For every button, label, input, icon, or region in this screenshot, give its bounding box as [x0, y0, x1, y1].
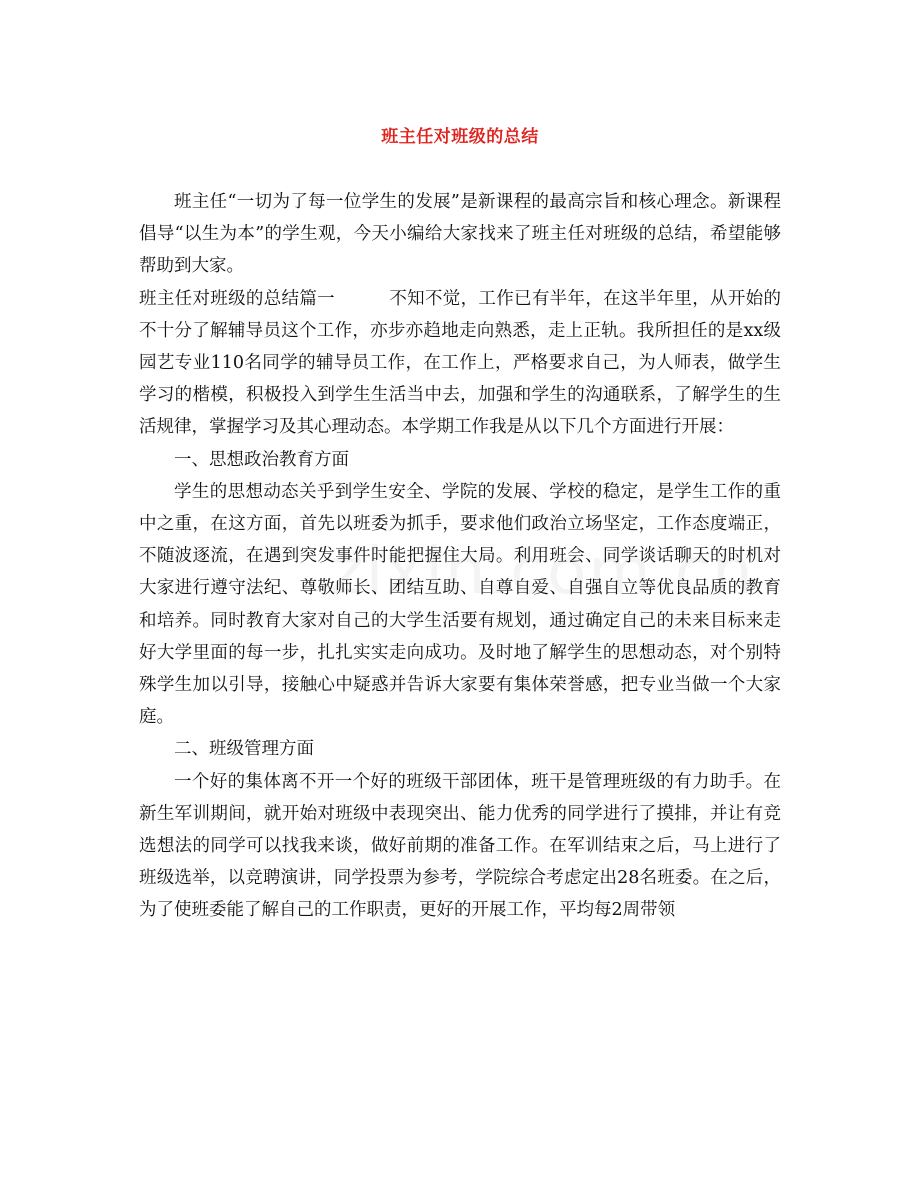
section-heading-1: 一、思想政治教育方面: [174, 449, 349, 470]
chapter-text: 不知不觉，工作已有半年，在这半年里，从开始的不十分了解辅导员这个工作，亦步亦趋地走向熟悉，走上正轨。我所担任的是xx级园艺专业110名同学的辅导员工作，在工作上，严格要求自己，为人师表，做学生学习的楷模，积极投入到学生生活当中去，加强和学生的沟通联系，了解学生的生活规律，掌握学习及其心理动态。本学期工作我是从以下几个方面进行开展：: [139, 288, 781, 438]
chapter-paragraph: [139, 283, 781, 444]
section-heading-2: 二、班级管理方面: [174, 739, 314, 760]
section-paragraph-2: 一个好的集体离不开一个好的班级干部团体，班干是管理班级的有力助手。在新生军训期间，就开始对班级中表现突出、能力优秀的同学进行了摸排，并让有竞选想法的同学可以找我来谈，做好前期的准备工作。在军训结束之后，马上进行了班级选举，以竞聘演讲，同学投票为参考，学院综合考虑定出28名班委。在之后，为了使班委能了解自己的工作职责，更好的开展工作，平均每2周带领: [139, 771, 781, 921]
section-paragraph-1: 学生的思想动态关乎到学生安全、学院的发展、学校的稳定，是学生工作的重中之重，在这方面，首先以班委为抓手，要求他们政治立场坚定，工作态度端正，不随波逐流，在遇到突发事件时能把握住大局。利用班会、同学谈话聊天的时机对大家进行遵守法纪、尊敬师长、团结互助、自尊自爱、自强自立等优良品质的教育和培养。同时教育大家对自己的大学生活要有规划，通过确定自己的未来目标来走好大学里面的每一步，扎扎实实走向成功。及时地了解学生的思想动态，对个别特殊学生加以引导，接触心中疑惑并告诉大家要有集体荣誉感，把专业当做一个大家庭。: [139, 481, 781, 728]
document-body: [139, 186, 781, 927]
intro-paragraph: 班主任“一切为了每一位学生的发展”是新课程的最高宗旨和核心理念。新课程倡导“以生为本”的学生观，今天小编给大家找来了班主任对班级的总结，希望能够帮助到大家。: [139, 192, 781, 277]
chapter-heading: 班主任对班级的总结篇一: [139, 288, 335, 309]
document-title: 班主任对班级的总结: [381, 127, 539, 147]
